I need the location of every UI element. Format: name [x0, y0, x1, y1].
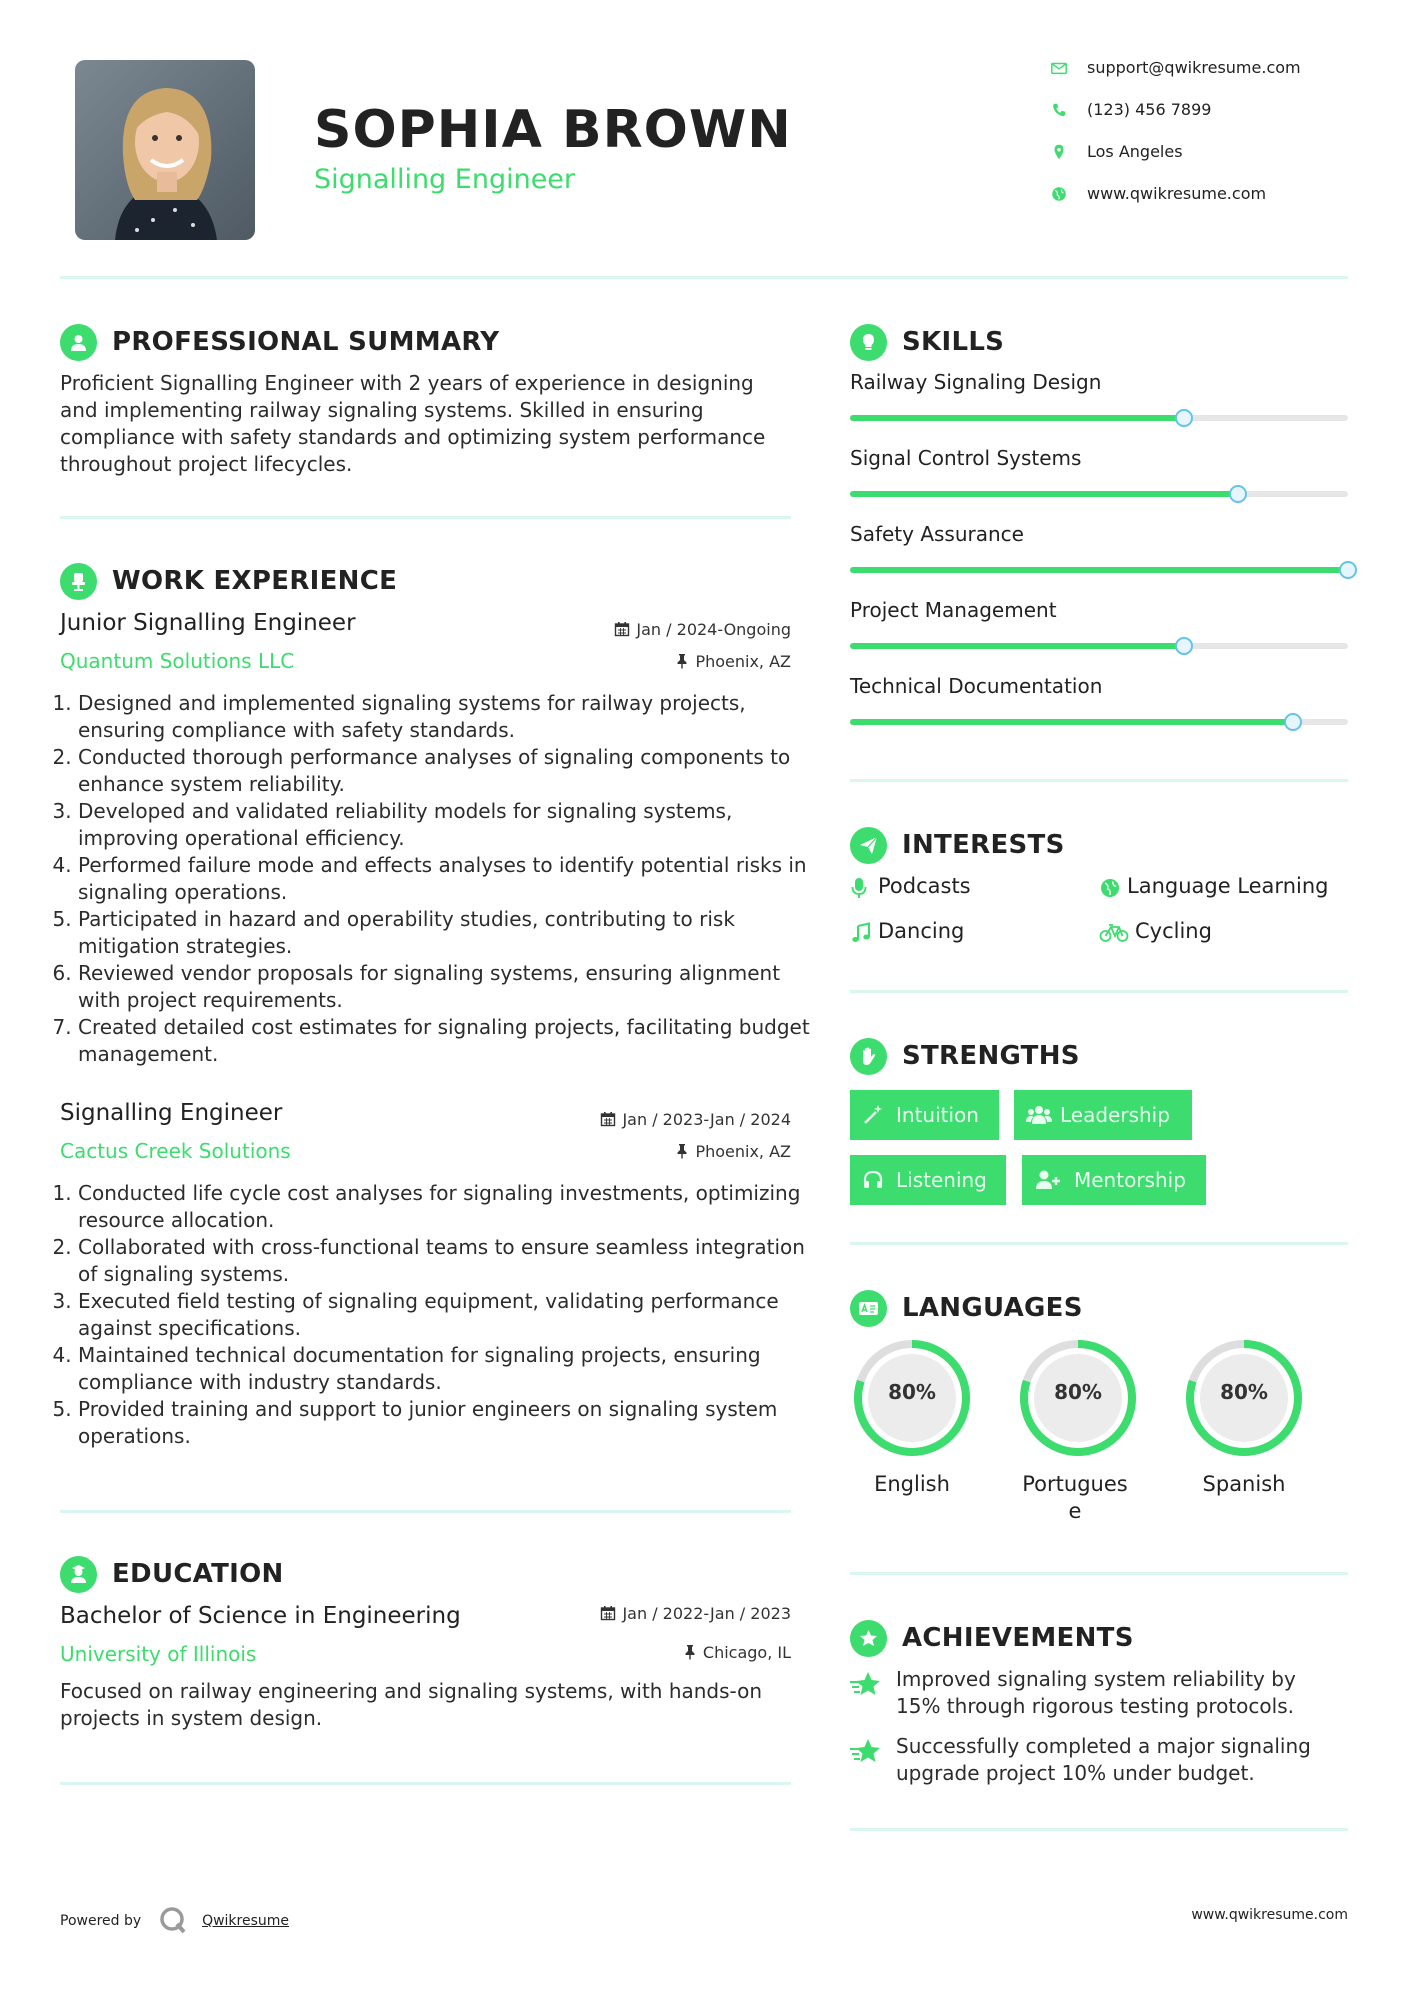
contact-phone[interactable]: [1050, 98, 1380, 124]
language-card-icon: [850, 1290, 887, 1327]
list-item: 2. Conducted thorough performance analyses of signaling components to enhance system reliability.: [78, 744, 818, 798]
footer-url[interactable]: www.qwikresume.com: [1191, 1907, 1348, 1923]
footer-brand-link[interactable]: Qwikresume: [202, 1913, 290, 1929]
language-progress-ring: [850, 1336, 974, 1460]
skill-level-handle: [1175, 409, 1193, 427]
skill-bar-track: [850, 719, 1348, 725]
strength-chip-intuition: [850, 1090, 999, 1140]
job-1-location: [675, 652, 791, 671]
strengths-title: STRENGTHS: [902, 1041, 1080, 1071]
strengths-heading: [850, 1038, 1350, 1078]
job-2-responsibilities: [60, 1180, 818, 1450]
strength-chip-mentorship: [1022, 1155, 1206, 1205]
job-1-responsibilities: [60, 690, 818, 1068]
summary-title: PROFESSIONAL SUMMARY: [112, 327, 500, 357]
contact-location-text: Los Angeles: [1087, 142, 1183, 161]
education-date: [600, 1604, 791, 1623]
calendar-icon: [600, 1605, 616, 1621]
skill-name: Signal Control Systems: [850, 446, 1082, 470]
achievement-item: Improved signaling system reliability by 15% through rigorous testing protocols.: [896, 1667, 1296, 1718]
education-title: EDUCATION: [112, 1559, 284, 1589]
mail-icon: [1050, 58, 1068, 78]
skill-bar-track: [850, 415, 1348, 421]
education-degree: Bachelor of Science in Engineering: [60, 1603, 461, 1629]
pushpin-icon: [675, 1143, 689, 1159]
list-item: 1. Designed and implemented signaling systems for railway projects, ensuring compliance with safety standards.: [78, 690, 818, 744]
language-name: English: [874, 1472, 950, 1496]
trophy-star-icon: [850, 1620, 887, 1657]
list-item: 7. Created detailed cost estimates for signaling projects, facilitating budget management.: [78, 1014, 818, 1068]
skill-bar-track: [850, 567, 1348, 573]
summary-heading: [60, 324, 760, 364]
education-heading: [60, 1556, 760, 1596]
music-note-icon: [850, 922, 872, 944]
interests-title: INTERESTS: [902, 830, 1065, 860]
strength-label: Intuition: [896, 1103, 979, 1127]
job-1-date-text: Jan / 2024-Ongoing: [636, 620, 791, 639]
user-plus-icon: [1034, 1169, 1062, 1191]
language-progress-ring: [1182, 1336, 1306, 1460]
achievements-divider: [850, 1828, 1348, 1831]
strength-label: Mentorship: [1074, 1168, 1186, 1192]
languages-heading: [850, 1290, 1350, 1330]
skill-level-handle: [1229, 485, 1247, 503]
skill-name: Project Management: [850, 598, 1057, 622]
skill-name: Technical Documentation: [850, 674, 1103, 698]
contact-website[interactable]: [1050, 182, 1380, 208]
graduate-icon: [60, 1556, 97, 1593]
powered-by-text: Powered by: [60, 1913, 142, 1929]
qwikresume-logo-icon: [158, 1905, 188, 1935]
education-location: [683, 1643, 791, 1662]
job-1-title: Junior Signalling Engineer: [60, 610, 356, 636]
achievements-heading: [850, 1620, 1350, 1660]
pushpin-icon: [683, 1644, 697, 1660]
skill-bar-fill: [850, 643, 1184, 649]
experience-heading: [60, 563, 760, 603]
language-progress-ring: [1016, 1336, 1140, 1460]
user-icon: [60, 324, 97, 361]
skills-heading: [850, 324, 1350, 364]
candidate-role: Signalling Engineer: [314, 164, 576, 195]
calendar-icon: [600, 1111, 616, 1127]
interests-heading: [850, 827, 1350, 867]
job-2-company: Cactus Creek Solutions: [60, 1139, 291, 1163]
job-2-location-text: Phoenix, AZ: [695, 1142, 791, 1161]
interests-divider: [850, 990, 1348, 993]
job-1-company: Quantum Solutions LLC: [60, 649, 295, 673]
skill-bar-fill: [850, 491, 1238, 497]
interest-label: Cycling: [1135, 919, 1212, 943]
job-2-location: [675, 1142, 791, 1161]
skill-level-handle: [1284, 713, 1302, 731]
header-divider: [60, 276, 1348, 279]
education-location-text: Chicago, IL: [702, 1643, 791, 1662]
languages-divider: [850, 1572, 1348, 1575]
job-1-location-text: Phoenix, AZ: [695, 652, 791, 671]
interest-label: Podcasts: [878, 874, 971, 898]
profile-photo: [75, 60, 255, 240]
footer-powered-by: [60, 1905, 289, 1935]
languages-title: LANGUAGES: [902, 1293, 1083, 1323]
list-item: 6. Reviewed vendor proposals for signaling systems, ensuring alignment with project requirements.: [78, 960, 818, 1014]
list-item: 2. Collaborated with cross-functional teams to ensure seamless integration of signaling systems.: [78, 1234, 818, 1288]
language-percent: 80%: [888, 1380, 936, 1404]
headphones-icon: [862, 1169, 884, 1191]
job-2-date-text: Jan / 2023-Jan / 2024: [622, 1110, 791, 1129]
star-icon: [850, 1670, 884, 1700]
language-percent: 80%: [1220, 1380, 1268, 1404]
skill-name: Railway Signaling Design: [850, 370, 1102, 394]
hand-icon: [850, 1038, 887, 1075]
users-icon: [1026, 1104, 1052, 1126]
strengths-divider: [850, 1242, 1348, 1245]
contact-email[interactable]: [1050, 56, 1380, 82]
language-percent: 80%: [1054, 1380, 1102, 1404]
list-item: 4. Performed failure mode and effects analyses to identify potential risks in signaling operations.: [78, 852, 818, 906]
skills-title: SKILLS: [902, 327, 1005, 357]
skill-name: Safety Assurance: [850, 522, 1024, 546]
lightbulb-icon: [850, 324, 887, 361]
list-item: 3. Executed field testing of signaling equipment, validating performance against specifications.: [78, 1288, 818, 1342]
list-item: 5. Participated in hazard and operability studies, contributing to risk mitigation strategies.: [78, 906, 818, 960]
list-item: 3. Developed and validated reliability models for signaling systems, improving operational efficiency.: [78, 798, 818, 852]
strength-label: Leadership: [1060, 1103, 1170, 1127]
education-date-text: Jan / 2022-Jan / 2023: [622, 1604, 791, 1623]
skill-bar-fill: [850, 719, 1293, 725]
skill-bar-fill: [850, 415, 1184, 421]
contact-email-text: support@qwikresume.com: [1087, 58, 1301, 77]
list-item: 5. Provided training and support to junior engineers on signaling system operations.: [78, 1396, 818, 1450]
interest-label: Dancing: [878, 919, 965, 943]
education-description: Focused on railway engineering and signaling systems, with hands-on projects in system design.: [60, 1679, 763, 1730]
candidate-name: SOPHIA BROWN: [314, 100, 792, 160]
strength-chip-listening: [850, 1155, 1006, 1205]
calendar-icon: [614, 621, 630, 637]
contact-location: [1050, 140, 1380, 166]
globe-icon: [1050, 184, 1068, 204]
magic-wand-icon: [862, 1104, 884, 1126]
skill-bar-track: [850, 491, 1348, 497]
experience-title: WORK EXPERIENCE: [112, 566, 398, 596]
skill-level-handle: [1175, 637, 1193, 655]
summary-divider: [60, 516, 791, 519]
microphone-icon: [850, 877, 868, 899]
experience-divider: [60, 1510, 791, 1513]
skill-bar-fill: [850, 567, 1348, 573]
contact-website-text: www.qwikresume.com: [1087, 184, 1267, 203]
skills-divider: [850, 779, 1348, 782]
language-name: Spanish: [1202, 1472, 1286, 1496]
skill-level-handle: [1339, 561, 1357, 579]
bicycle-icon: [1099, 922, 1129, 944]
chair-icon: [60, 563, 97, 600]
paper-plane-icon: [850, 827, 887, 864]
strength-label: Listening: [896, 1168, 987, 1192]
list-item: 4. Maintained technical documentation for signaling projects, ensuring compliance with industry standards.: [78, 1342, 818, 1396]
pushpin-icon: [675, 653, 689, 669]
job-2-title: Signalling Engineer: [60, 1100, 283, 1126]
list-item: 1. Conducted life cycle cost analyses for signaling investments, optimizing resource allocation.: [78, 1180, 818, 1234]
achievement-item: Successfully completed a major signaling upgrade project 10% under budget.: [896, 1734, 1311, 1785]
achievements-title: ACHIEVEMENTS: [902, 1623, 1134, 1653]
skill-bar-track: [850, 643, 1348, 649]
phone-icon: [1050, 100, 1068, 120]
globe-icon: [1099, 877, 1121, 899]
education-school: University of Illinois: [60, 1642, 257, 1666]
education-divider: [60, 1782, 791, 1785]
interest-label: Language Learning: [1127, 874, 1329, 898]
summary-text: Proficient Signalling Engineer with 2 years of experience in designing and implementing railway signaling systems. Skilled in ensuring compliance with safety standards and optimizing system performance throughout project lifecycles.: [60, 371, 766, 476]
location-icon: [1050, 142, 1068, 162]
star-icon: [850, 1737, 884, 1767]
contact-phone-text: (123) 456 7899: [1087, 100, 1212, 119]
job-1-date: [614, 620, 791, 639]
job-2-date: [600, 1110, 791, 1129]
strength-chip-leadership: [1014, 1090, 1192, 1140]
language-name: Portuguese: [1022, 1472, 1128, 1523]
